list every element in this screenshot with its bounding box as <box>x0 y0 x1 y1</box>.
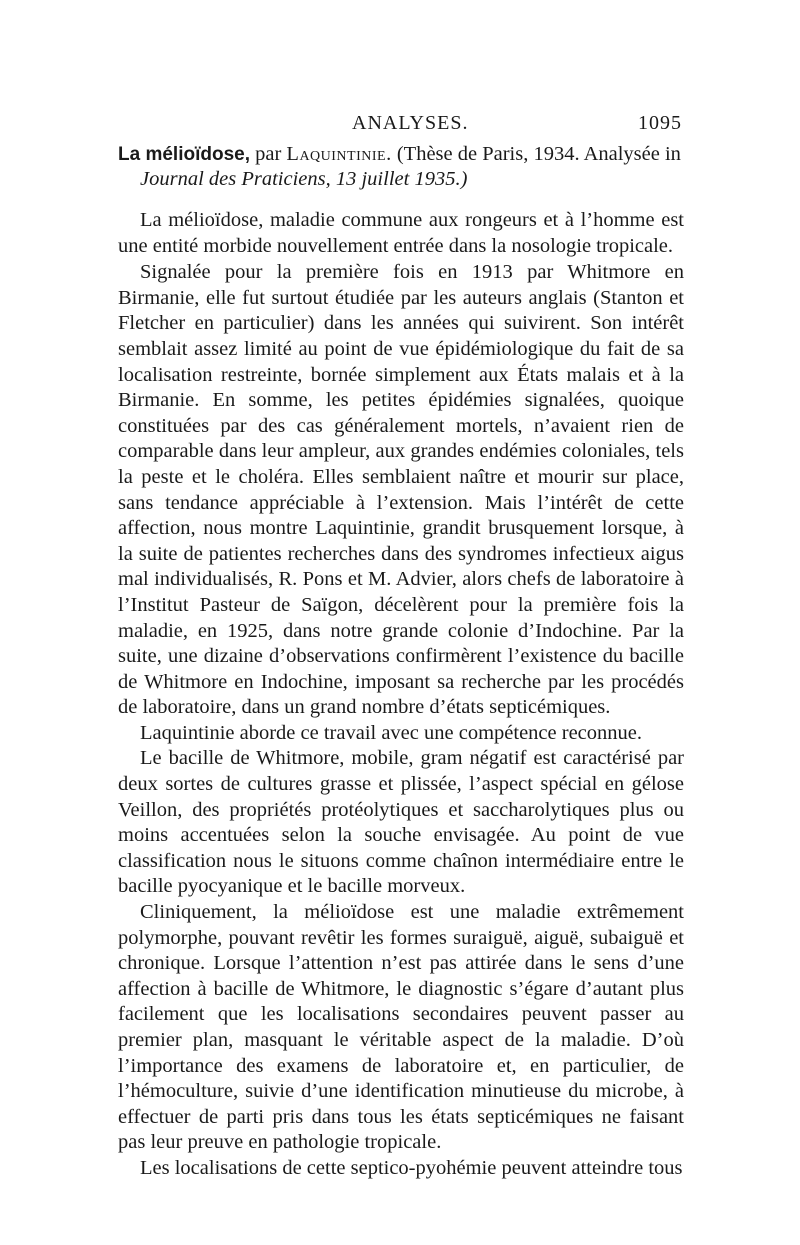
entry-author: Laquintinie. <box>286 143 392 165</box>
paragraph: Cliniquement, la mélioïdose est une maladie extrêmement polymorphe, pouvant revêtir les formes suraiguë, aiguë, subaiguë et chronique. Lorsque l’attention n’est pas attirée dans le sens d’une affection à bacille de Whitmore, le diagnostic s’égare d’autant plus facilement que les localisations secondaires peuvent passer au premier plan, masquant le véritable aspect de la maladie. D’où l’importance des examens de laboratoire et, en particulier, de l’hémoculture, suivie d’une identification minutieuse du microbe, à effectuer de parti pris dans tous les états septicémiques ne faisant pas leur preuve en pathologie tropicale. <box>118 901 684 1154</box>
page-number: 1095 <box>638 112 682 134</box>
paragraph: Laquintinie aborde ce travail avec une compétence reconnue. <box>140 721 642 744</box>
entry-reference-continuation <box>118 167 684 192</box>
article-body <box>118 208 684 1182</box>
paragraph: Signalée pour la première fois en 1913 par Whitmore en Birmanie, elle fut surtout étudiée par les auteurs anglais (Stanton et Fletcher en particulier) dans les années qui suivirent. Son intérêt semblait assez limité au point de vue épidémiologique du fait de sa localisation restreinte, bornée simplement aux États malais et à la Birmanie. En somme, les petites épidémies signalées, quoique constituées par des cas généralement mortels, n’avaient rien de comparable dans leur ampleur, aux grandes endémies coloniales, tels la peste et le choléra. Elles semblaient naître et mourir sur place, sans tendance appréciable à l’extension. Mais l’intérêt de cette affection, nous montre Laquintinie, grandit brusquement lorsque, à la suite de patientes recherches dans des syndromes infectieux aigus mal individualisés, R. Pons et M. Advier, alors chefs de laboratoire à l’Institut Pasteur de Saïgon, décelèrent pour la première fois la maladie, en 1925, dans notre grande colonie d’Indochine. Par la suite, une dizaine d’observations confirmèrent l’existence du bacille de Whitmore en Indochine, imposant sa recherche par les procédés de laboratoire, dans un grand nombre d’états septicémiques. <box>118 261 684 719</box>
bibliographic-entry <box>118 142 684 192</box>
running-head <box>120 112 682 144</box>
entry-heading-line <box>118 142 684 167</box>
paragraph: Le bacille de Whitmore, mobile, gram négatif est caractérisé par deux sortes de cultures grasse et plissée, l’aspect spécial en gélose Veillon, des propriétés protéolytiques et saccharolytiques plus ou moins accentuées selon la souche envisagée. Au point de vue classification nous le situons comme chaînon intermédiaire entre le bacille pyocyanique et le bacille morveux. <box>118 747 684 898</box>
running-head-title: ANALYSES. <box>352 112 469 134</box>
paragraph: Les localisations de cette septico-pyohémie peuvent atteindre tous <box>140 1156 683 1179</box>
entry-by: par <box>255 143 282 165</box>
entry-journal: Journal des Praticiens, 13 juillet 1935.) <box>140 168 468 190</box>
entry-title: La mélioïdose, <box>118 144 250 165</box>
paragraph: La mélioïdose, maladie commune aux rongeurs et à l’homme est une entité morbide nouvellement entrée dans la nosologie tropicale. <box>118 209 684 257</box>
entry-reference: (Thèse de Paris, 1934. Analysée in <box>396 143 681 165</box>
